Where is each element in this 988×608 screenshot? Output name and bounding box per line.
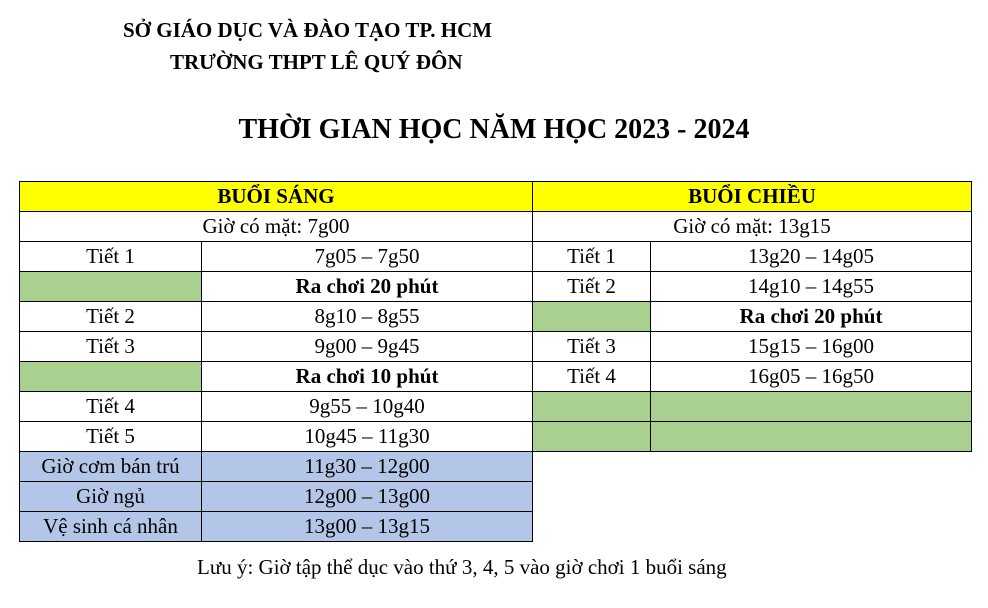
table-row — [20, 452, 533, 482]
table-row — [20, 422, 533, 452]
table-row — [20, 272, 533, 302]
activity-label: Giờ cơm bán trú — [20, 452, 202, 482]
table-row — [533, 272, 972, 302]
footnote: Lưu ý: Giờ tập thể dục vào thứ 3, 4, 5 vào giờ chơi 1 buổi sáng — [197, 555, 727, 579]
period-label: Tiết 4 — [20, 392, 202, 422]
table-row — [533, 302, 972, 332]
period-label: Tiết 1 — [20, 242, 202, 272]
break-label: Ra chơi 20 phút — [651, 302, 972, 332]
page-title: THỜI GIAN HỌC NĂM HỌC 2023 - 2024 — [238, 114, 750, 145]
table-row — [533, 332, 972, 362]
morning-schedule-table — [19, 181, 533, 542]
table-row — [20, 482, 533, 512]
table-row — [20, 512, 533, 542]
period-time: 8g10 – 8g55 — [202, 302, 533, 332]
period-time: 7g05 – 7g50 — [202, 242, 533, 272]
table-row — [20, 212, 533, 242]
activity-time: 12g00 – 13g00 — [202, 482, 533, 512]
break-label: Ra chơi 20 phút — [202, 272, 533, 302]
empty-cell — [533, 392, 651, 422]
afternoon-heading: BUỔI CHIỀU — [533, 182, 972, 212]
period-label: Tiết 5 — [20, 422, 202, 452]
activity-label: Giờ ngủ — [20, 482, 202, 512]
period-label: Tiết 2 — [533, 272, 651, 302]
empty-cell — [533, 422, 651, 452]
afternoon-schedule-table — [532, 181, 972, 452]
period-label: Tiết 3 — [533, 332, 651, 362]
table-row — [533, 212, 972, 242]
period-time: 9g55 – 10g40 — [202, 392, 533, 422]
empty-cell — [651, 422, 972, 452]
table-row — [533, 182, 972, 212]
school-name: TRƯỜNG THPT LÊ QUÝ ĐÔN — [170, 50, 463, 74]
table-row — [20, 182, 533, 212]
table-row — [20, 332, 533, 362]
table-row — [20, 302, 533, 332]
table-row — [20, 392, 533, 422]
break-marker — [20, 272, 202, 302]
table-row — [533, 422, 972, 452]
break-marker — [20, 362, 202, 392]
activity-label: Vệ sinh cá nhân — [20, 512, 202, 542]
activity-time: 13g00 – 13g15 — [202, 512, 533, 542]
period-label: Tiết 3 — [20, 332, 202, 362]
period-time: 13g20 – 14g05 — [651, 242, 972, 272]
empty-cell — [651, 392, 972, 422]
department-name: SỞ GIÁO DỤC VÀ ĐÀO TẠO TP. HCM — [123, 18, 493, 42]
period-time: 15g15 – 16g00 — [651, 332, 972, 362]
period-time: 9g00 – 9g45 — [202, 332, 533, 362]
period-label: Tiết 1 — [533, 242, 651, 272]
table-row — [20, 362, 533, 392]
period-time: 14g10 – 14g55 — [651, 272, 972, 302]
period-label: Tiết 2 — [20, 302, 202, 332]
break-marker — [533, 302, 651, 332]
period-time: 16g05 – 16g50 — [651, 362, 972, 392]
table-row — [533, 392, 972, 422]
period-label: Tiết 4 — [533, 362, 651, 392]
break-label: Ra chơi 10 phút — [202, 362, 533, 392]
afternoon-arrival: Giờ có mặt: 13g15 — [533, 212, 972, 242]
morning-arrival: Giờ có mặt: 7g00 — [20, 212, 533, 242]
period-time: 10g45 – 11g30 — [202, 422, 533, 452]
morning-heading: BUỔI SÁNG — [20, 182, 533, 212]
activity-time: 11g30 – 12g00 — [202, 452, 533, 482]
table-row — [20, 242, 533, 272]
table-row — [533, 362, 972, 392]
table-row — [533, 242, 972, 272]
